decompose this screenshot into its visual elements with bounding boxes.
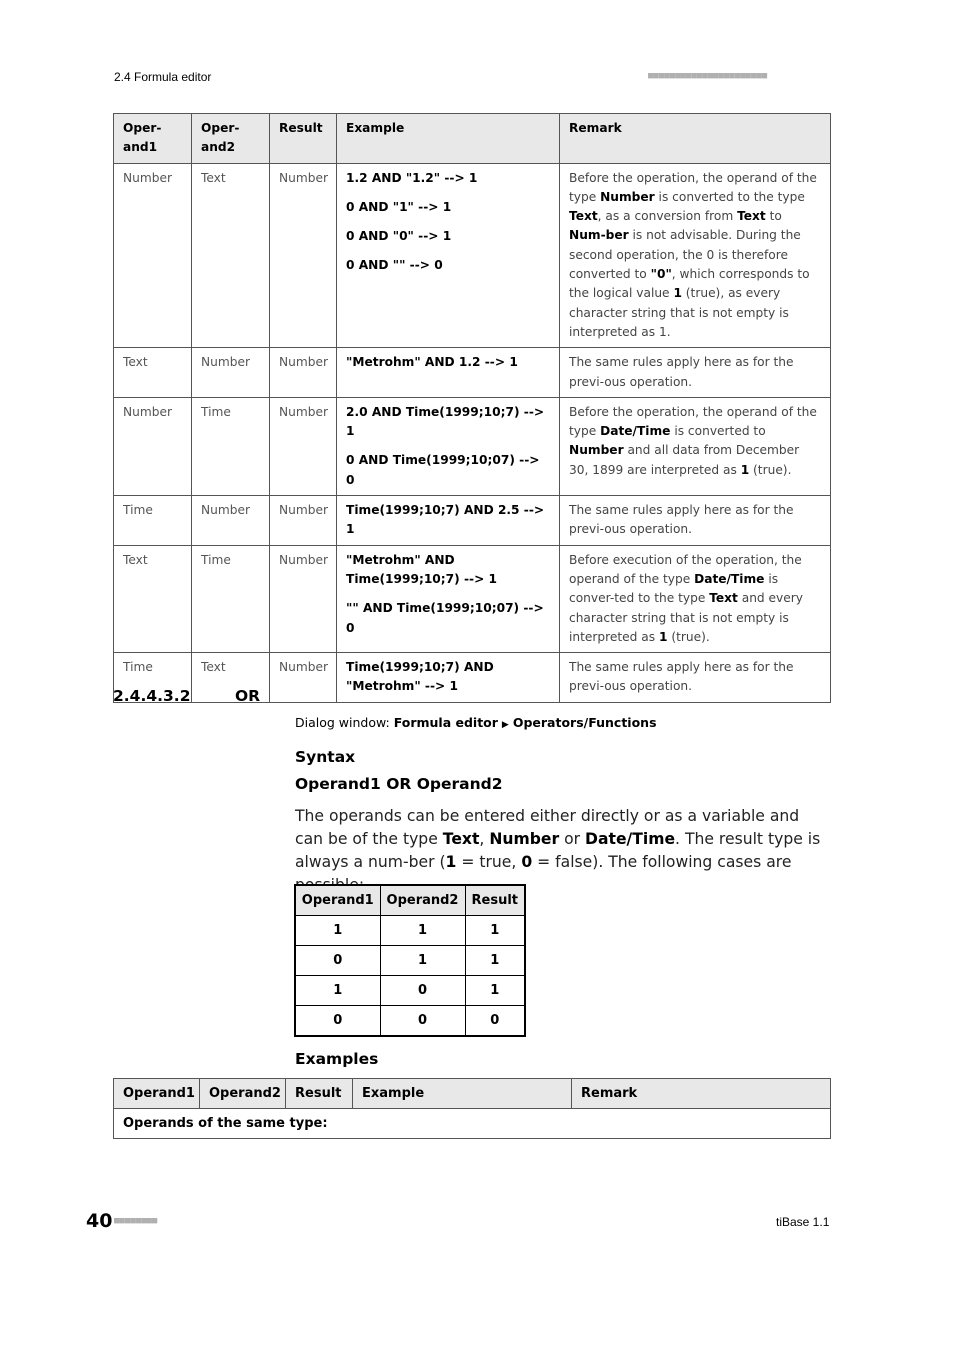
text-run: , — [479, 830, 490, 848]
column-header: Remark — [560, 114, 831, 164]
bold-text: Num-ber — [569, 228, 629, 243]
truth-cell: 1 — [295, 916, 380, 946]
truth-cell: 0 — [465, 1006, 525, 1037]
dialog-path-part: Formula editor — [393, 715, 498, 730]
text-run: The same rules apply here as for the previ-ous operation. — [569, 503, 794, 537]
bold-text: Date/Time — [600, 424, 671, 439]
remark-cell — [560, 496, 831, 546]
text-run: , as a conversion from — [597, 209, 738, 224]
column-header: Example — [337, 114, 560, 164]
column-header: Result — [286, 1079, 353, 1109]
table-header-row — [114, 1079, 831, 1109]
bold-text: 1 — [445, 853, 457, 871]
column-header: Operand2 — [380, 885, 465, 916]
text-run: or — [559, 830, 586, 848]
text-run: is converted to the type — [654, 189, 805, 204]
truth-table — [294, 884, 526, 1037]
text-run: The same rules apply here as for the previ-ous operation. — [569, 355, 794, 389]
truth-cell: 0 — [380, 976, 465, 1006]
example-cell — [337, 163, 560, 348]
dialog-prefix: Dialog window: — [295, 715, 394, 730]
example-line: 0 AND "" --> 0 — [346, 258, 443, 273]
truth-cell: 0 — [295, 1006, 380, 1037]
example-line: "Metrohm" AND Time(1999;10;7) --> 1 — [346, 552, 497, 586]
text-run: Before the operation, the operand of the type — [569, 404, 817, 439]
product-name: tiBase 1.1 — [776, 1215, 830, 1229]
column-header: Remark — [572, 1079, 831, 1109]
text-run: = true, — [456, 853, 522, 871]
text-run: Before the operation, the operand of the type — [569, 170, 817, 204]
bold-text: Date/Time — [585, 830, 676, 848]
text-run: The operands can be entered either directly or as a variable and can be of the type — [295, 807, 800, 848]
group-subheading: Operands of the same type: — [114, 1109, 831, 1139]
table-row — [114, 1109, 831, 1139]
truth-cell: 1 — [380, 916, 465, 946]
example-cell — [337, 496, 560, 546]
remark-cell — [560, 163, 831, 348]
bold-text: 1 — [658, 629, 668, 644]
truth-cell: 0 — [295, 946, 380, 976]
table-row — [295, 976, 525, 1006]
example-cell — [337, 397, 560, 495]
operand1-cell: Number — [114, 397, 192, 495]
result-cell: Number — [270, 496, 337, 546]
remark-cell — [560, 397, 831, 495]
header-decoration: ■■■■■■■■■■■■■■■■■■■■■■ — [648, 71, 768, 81]
remark-cell — [560, 545, 831, 652]
column-header: Oper- and2 — [192, 114, 270, 164]
text-run: and every character string that is not empty is interpreted as — [569, 591, 803, 644]
column-header: Operand2 — [200, 1079, 286, 1109]
dialog-path — [295, 715, 657, 730]
example-cell — [337, 653, 560, 703]
example-line: 1.2 AND "1.2" --> 1 — [346, 170, 478, 185]
bold-text: Text — [737, 209, 766, 224]
bold-text: 1 — [673, 286, 682, 301]
column-header: Operand1 — [295, 885, 380, 916]
result-cell: Number — [270, 545, 337, 652]
example-line: 2.0 AND Time(1999;10;7) --> 1 — [346, 404, 545, 439]
result-cell: Number — [270, 397, 337, 495]
syntax-heading: Syntax — [295, 748, 356, 766]
column-header: Result — [465, 885, 525, 916]
text-run: is not advisable. During the second operation, the 0 is therefore converted to — [569, 228, 801, 282]
arrow-icon: ▶ — [501, 720, 509, 730]
example-line: "Metrohm" AND 1.2 --> 1 — [346, 355, 518, 370]
operand1-cell: Text — [114, 348, 192, 398]
text-run: to — [765, 209, 782, 224]
dialog-path-part: Operators/Functions — [512, 715, 657, 730]
bold-text: Date/Time — [694, 571, 765, 586]
table-row — [114, 545, 831, 652]
example-line: Time(1999;10;7) AND "Metrohm" --> 1 — [346, 660, 494, 694]
table-row — [114, 653, 831, 703]
running-header: 2.4 Formula editor — [114, 70, 212, 84]
table-row — [295, 946, 525, 976]
remark-cell — [560, 348, 831, 398]
bold-text: "0" — [650, 267, 672, 282]
truth-cell: 1 — [380, 946, 465, 976]
operand2-cell: Time — [192, 397, 270, 495]
text-run: is conver-ted to the type — [569, 571, 779, 606]
section-number: 2.4.4.3.2 — [113, 687, 191, 705]
example-line: Time(1999;10;7) AND 2.5 --> 1 — [346, 503, 545, 537]
text-run: and all data from December 30, 1899 are interpreted as — [569, 443, 800, 477]
table-row — [114, 496, 831, 546]
operand2-cell: Text — [192, 653, 270, 703]
text-run: = false). The following cases are — [537, 853, 792, 871]
bold-text: 0 — [521, 853, 533, 871]
operand2-cell: Time — [192, 545, 270, 652]
truth-cell: 1 — [465, 946, 525, 976]
example-cell — [337, 545, 560, 652]
text-run: Before execution of the operation, the operand of the type — [569, 552, 802, 586]
table-header-row — [295, 885, 525, 916]
result-cell: Number — [270, 348, 337, 398]
remark-cell — [560, 653, 831, 703]
text-run: . The result type is always a num-ber ( — [295, 830, 821, 871]
bold-text: Number — [600, 189, 655, 204]
column-header: Example — [353, 1079, 572, 1109]
text-run: is converted to — [670, 424, 766, 439]
truth-cell: 1 — [465, 916, 525, 946]
text-run: The same rules apply here as for the previ-ous operation. — [569, 660, 794, 694]
table-row — [114, 163, 831, 348]
column-header: Oper- and1 — [114, 114, 192, 164]
page-number: 40 — [86, 1210, 113, 1232]
operand1-cell: Number — [114, 163, 192, 348]
operand1-cell: Time — [114, 653, 192, 703]
text-run: (true), as every character string that is not empty is interpreted as 1. — [569, 286, 789, 339]
truth-cell: 1 — [465, 976, 525, 1006]
footer-decoration: ■■■■■■■■ — [114, 1216, 158, 1226]
operand2-cell: Number — [192, 496, 270, 546]
syntax-line: Operand1 OR Operand2 — [295, 775, 503, 793]
truth-cell: 0 — [380, 1006, 465, 1037]
column-header: Operand1 — [114, 1079, 200, 1109]
operand1-cell: Time — [114, 496, 192, 546]
text-run: (true). — [749, 462, 792, 477]
and-operator-table — [113, 113, 831, 703]
result-cell: Number — [270, 163, 337, 348]
column-header: Result — [270, 114, 337, 164]
bold-text: Number — [569, 443, 624, 458]
table-row — [114, 348, 831, 398]
text-run: , which corresponds to the logical value — [569, 267, 810, 301]
bold-text: Text — [569, 209, 598, 224]
table-row — [295, 1006, 525, 1037]
bold-text: Text — [442, 830, 480, 848]
example-line: 0 AND Time(1999;10;07) --> 0 — [346, 453, 540, 487]
example-cell — [337, 348, 560, 398]
bold-text: 1 — [740, 462, 750, 477]
bold-text: Number — [489, 830, 560, 848]
table-header-row — [114, 114, 831, 164]
table-row — [295, 916, 525, 946]
example-line: 0 AND "1" --> 1 — [346, 199, 452, 214]
example-line: 0 AND "0" --> 1 — [346, 229, 452, 244]
truth-cell: 1 — [295, 976, 380, 1006]
example-line: "" AND Time(1999;10;07) --> 0 — [346, 601, 544, 635]
operand1-cell: Text — [114, 545, 192, 652]
section-title: OR — [235, 687, 261, 705]
operand2-cell: Text — [192, 163, 270, 348]
bold-text: Text — [709, 591, 738, 606]
examples-table — [113, 1078, 831, 1139]
operand2-cell: Number — [192, 348, 270, 398]
text-run: (true). — [667, 629, 710, 644]
result-cell: Number — [270, 653, 337, 703]
examples-heading: Examples — [295, 1050, 379, 1068]
table-row — [114, 397, 831, 495]
